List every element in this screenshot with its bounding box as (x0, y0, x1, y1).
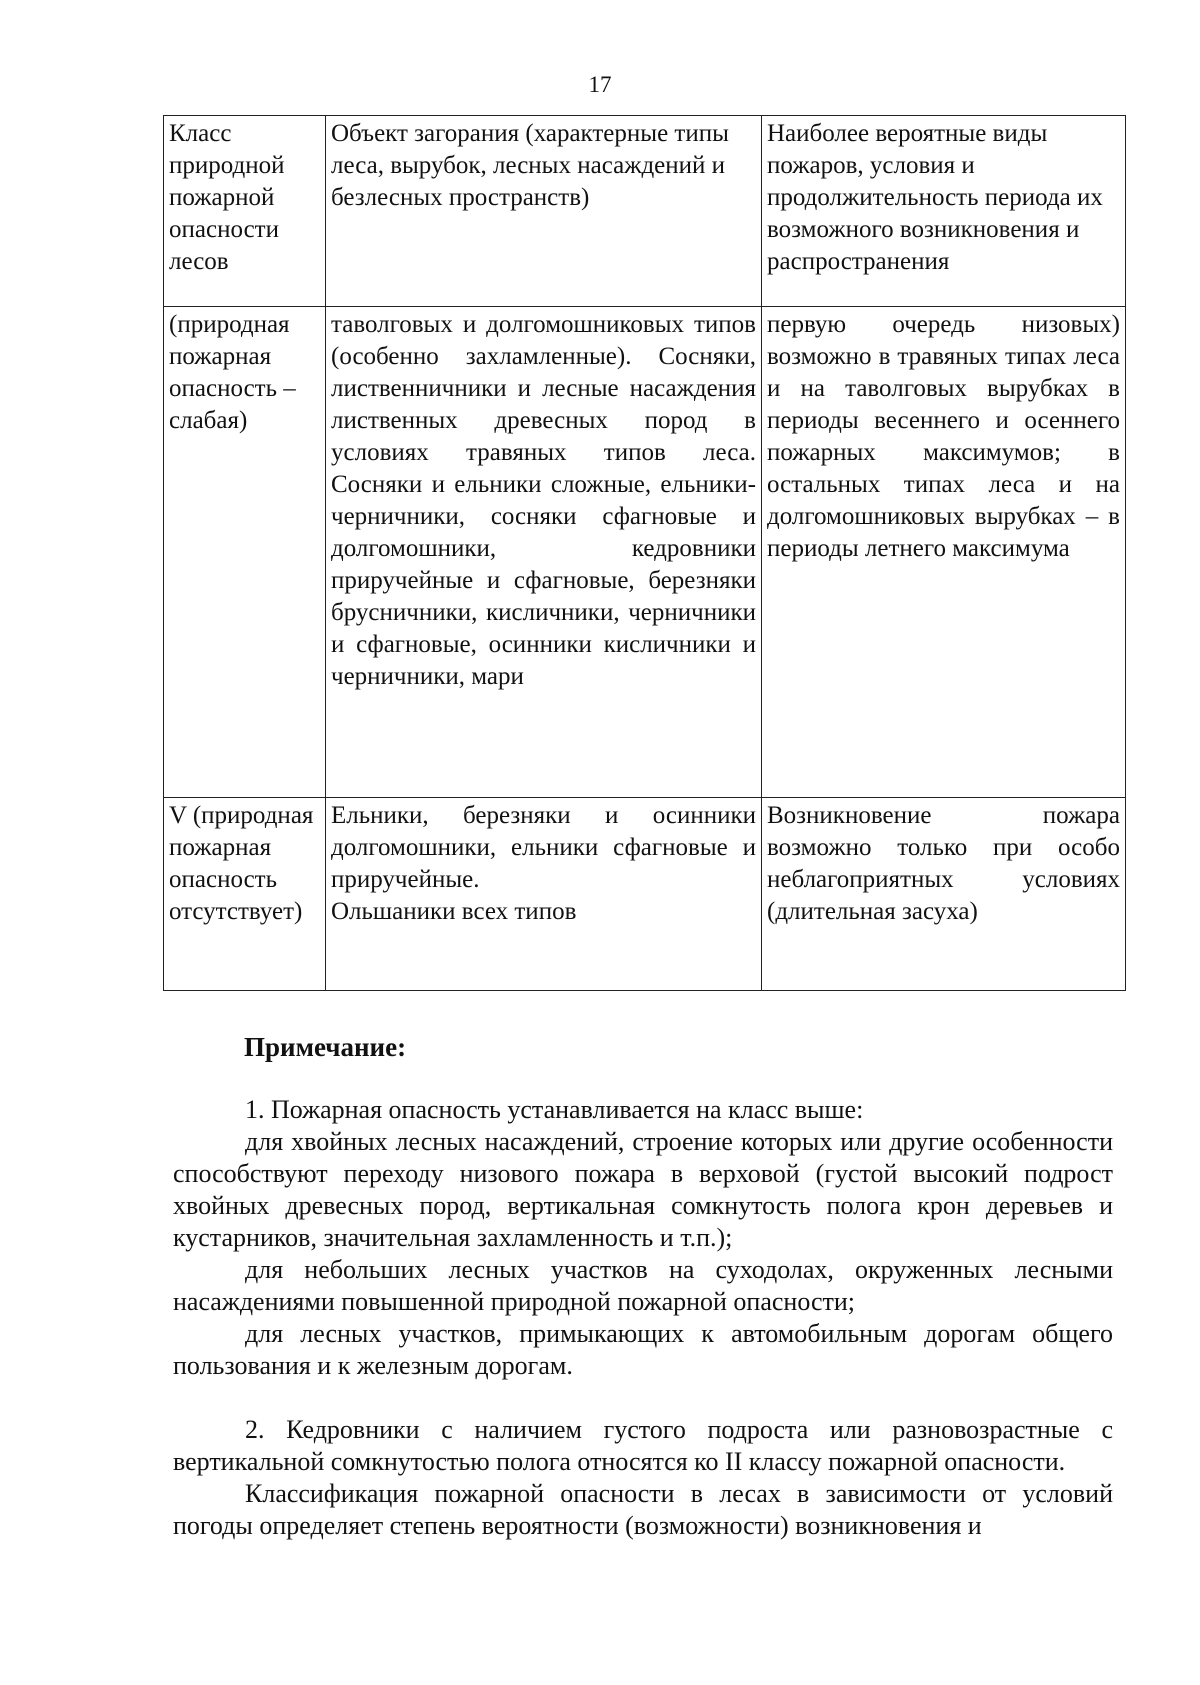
note-paragraph: 1. Пожарная опасность устанавливается на класс выше: (245, 1095, 864, 1124)
object-cell: таволговых и долгомошниковых типов (особенно захламленные). Сосняки, лиственничники и лесные насаждения лиственных древесных пород в условиях травяных типов леса. Сосняки и ельники сложные, ельники-черничники, сосняки сфагновые и долгомошники, кедровники приручейные и сфагновые, березняки брусничники, кисличники, черничники и сфагновые, осинники кисличники и черничники, мари (326, 307, 762, 798)
object-line: Ельники, березняки и осинники долгомошники, ельники сфагновые и приручейные. (331, 802, 756, 893)
header-object-cell: Объект загорания (характерные типы леса, вырубок, лесных насаждений и безлесных пространств) (326, 116, 762, 307)
fire-types-cell: Возникновение пожара возможно только при особо неблагоприятных условиях (длительная засуха) (762, 798, 1126, 991)
table-row (164, 798, 1126, 991)
table-row (164, 307, 1126, 798)
note-heading: Примечание: (244, 1032, 407, 1062)
fire-types-cell: первую очередь низовых) возможно в травяных типах леса и на таволговых вырубках в периоды весеннего и осеннего пожарных максимумов; в остальных типах леса и на долгомошниковых вырубках – в периоды летнего максимума (762, 307, 1126, 798)
object-line: Ольшаники всех типов (331, 898, 577, 925)
header-class-cell: Класс природной пожарной опасности лесов (164, 116, 326, 307)
header-fire-types-cell: Наиболее вероятные виды пожаров, условия и продолжительность периода их возможного возникновения и распространения (762, 116, 1126, 307)
class-cell: (природная пожарная опасность – слабая) (164, 307, 326, 798)
notes-section (173, 1094, 1113, 1542)
note-paragraph: 2. Кедровники с наличием густого подроста или разновозрастные с вертикальной сомкнутостью полога относятся ко II классу пожарной опасности. (173, 1415, 1113, 1476)
note-paragraph: для небольших лесных участков на суходолах, окруженных лесными насаждениями повышенной природной пожарной опасности; (173, 1255, 1113, 1316)
note-paragraph: Классификация пожарной опасности в лесах в зависимости от условий погоды определяет степень вероятности (возможности) возникновения и (173, 1479, 1113, 1540)
note-paragraph: для лесных участков, примыкающих к автомобильным дорогам общего пользования и к железным дорогам. (173, 1319, 1113, 1380)
object-cell (326, 798, 762, 991)
note-paragraph: для хвойных лесных насаждений, строение которых или другие особенности способствуют переходу низового пожара в верховой (густой высокий подрост хвойных древесных пород, вертикальная сомкнутость полога крон деревьев и кустарников, значительная захламленность и т.п.); (173, 1127, 1113, 1252)
table-header-row (164, 116, 1126, 307)
page-number: 17 (588, 72, 612, 97)
class-cell: V (природная пожарная опасность отсутствует) (164, 798, 326, 991)
fire-danger-classification-table (163, 115, 1126, 991)
